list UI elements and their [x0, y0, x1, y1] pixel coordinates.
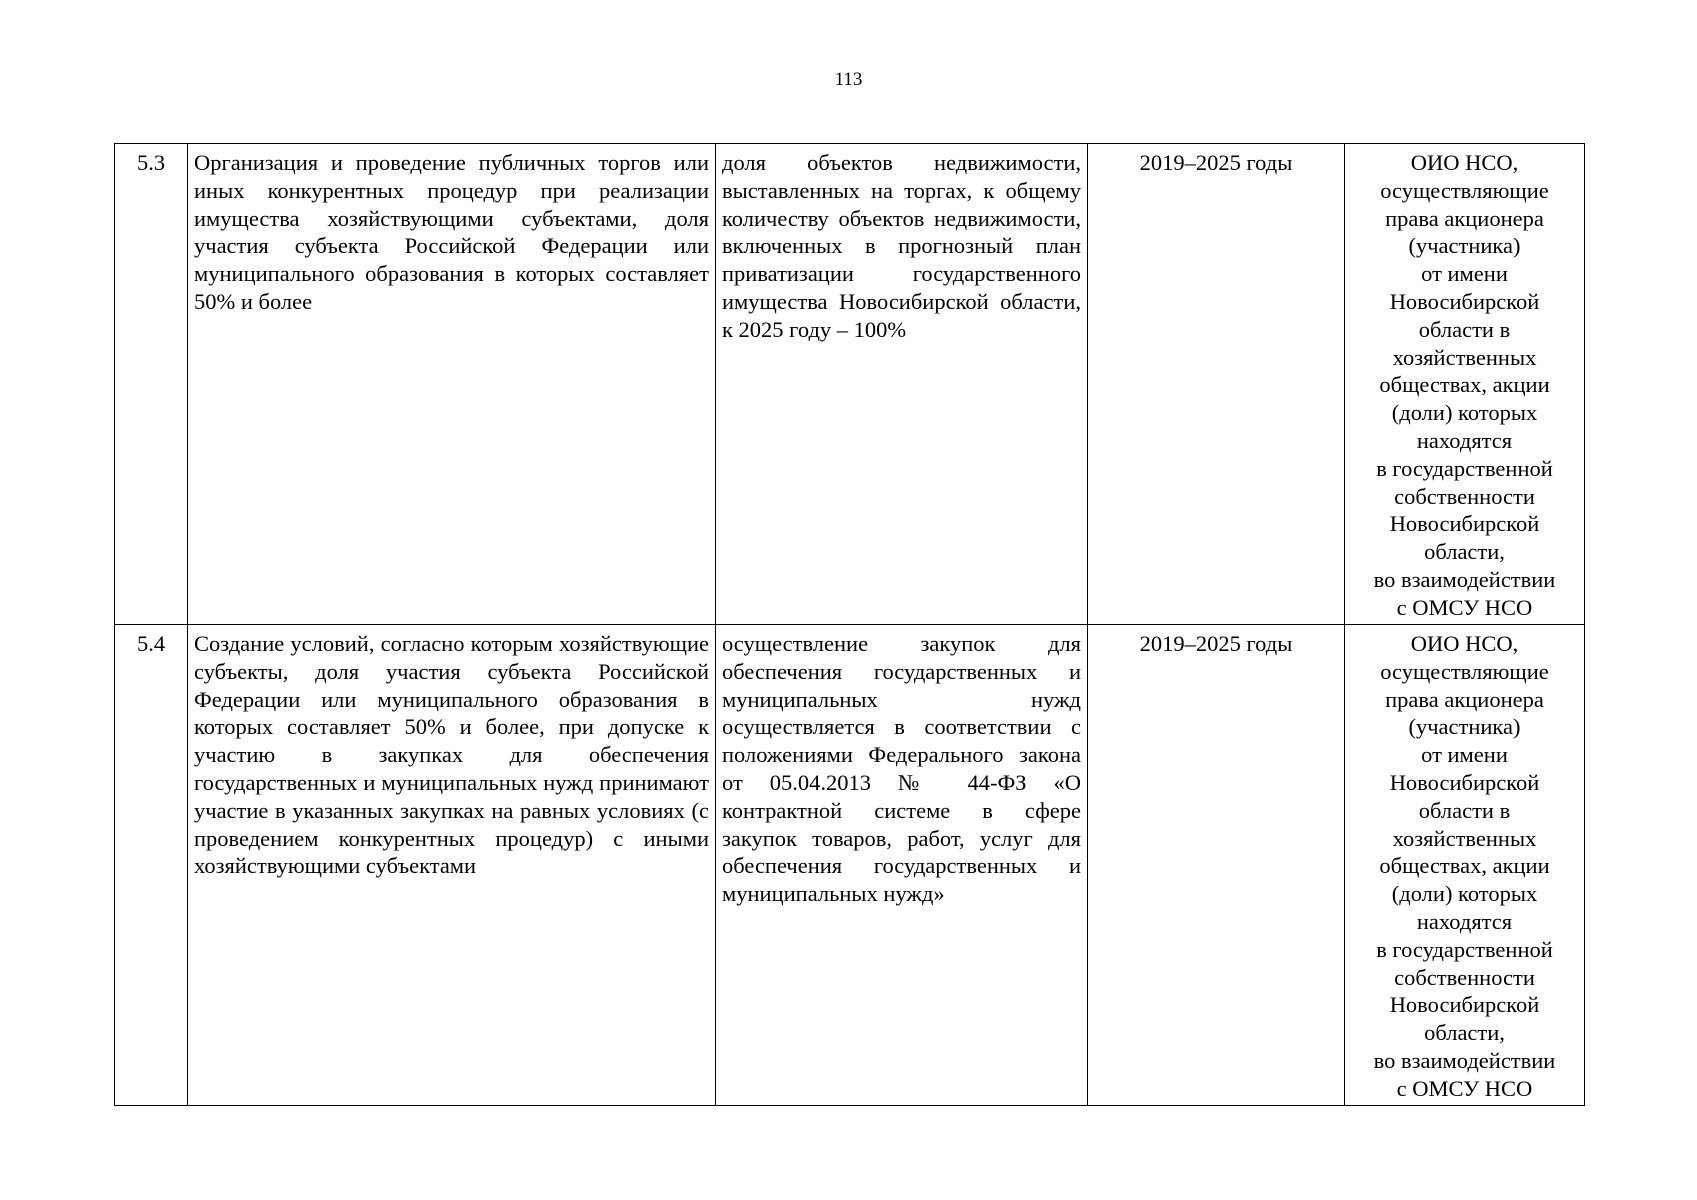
row-number: 5.4 [115, 625, 188, 1106]
executor-line: (участника) [1408, 233, 1521, 259]
executor-line: области в [1418, 797, 1511, 823]
indicator-description: доля объектов недвижимости, выставленных на торгах, к общему количеству объектов недвижимости, включенных в прогнозный план приватизации государственного имущества Новосибирской области, к 2025 году – 100% [716, 144, 1088, 625]
executor-line: права акционера [1385, 686, 1544, 712]
executor-line: осуществляющие [1380, 177, 1549, 203]
executor-line: от имени [1421, 261, 1508, 287]
executor-line: области в [1418, 316, 1511, 342]
executor-line: обществах, акции [1379, 372, 1550, 398]
executor-line: собственности [1394, 483, 1535, 509]
executor-line: Новосибирской [1389, 511, 1540, 537]
executor-line: находятся [1416, 908, 1513, 934]
row-number: 5.3 [115, 144, 188, 625]
executor-line: хозяйственных [1392, 344, 1537, 370]
executor-line: хозяйственных [1392, 825, 1537, 851]
executor-line: находятся [1416, 427, 1513, 453]
executor-line: ОИО НСО, [1410, 150, 1519, 175]
executor-line: от имени [1421, 742, 1508, 768]
executor-line: права акционера [1385, 205, 1544, 231]
executor-line: (доли) которых [1391, 400, 1538, 426]
page-number: 113 [834, 69, 863, 90]
executor-line: осуществляющие [1380, 658, 1549, 684]
executor-line: во взаимодействии [1373, 566, 1556, 592]
executor-line: Новосибирской [1389, 769, 1540, 795]
measures-table [114, 143, 1585, 1106]
implementation-term: 2019–2025 годы [1088, 625, 1345, 1106]
executor-line: с ОМСУ НСО [1396, 1075, 1533, 1101]
responsible-executors [1345, 144, 1585, 625]
executor-line: (доли) которых [1391, 881, 1538, 907]
executor-line: во взаимодействии [1373, 1047, 1556, 1073]
executor-line: собственности [1394, 964, 1535, 990]
executor-line: (участника) [1408, 714, 1521, 740]
event-description: Организация и проведение публичных торгов или иных конкурентных процедур при реализации имущества хозяйствующими субъектами, доля участия субъекта Российской Федерации или муниципального образования в которых составляет 50% и более [188, 144, 716, 625]
executor-line: в государственной [1376, 455, 1553, 481]
event-description: Создание условий, согласно которым хозяйствующие субъекты, доля участия субъекта Российской Федерации или муниципального образования в которых составляет 50% и более, при допуске к участию в закупках для обеспечения государственных и муниципальных нужд принимают участие в указанных закупках на равных условиях (с проведением конкурентных процедур) с иными хозяйствующими субъектами [188, 625, 716, 1106]
executor-line: Новосибирской [1389, 992, 1540, 1018]
indicator-description: осуществление закупок для обеспечения государственных и муниципальных нужд осуществляется в соответствии с положениями Федерального закона от 05.04.2013 № 44-ФЗ «О контрактной системе в сфере закупок товаров, работ, услуг для обеспечения государственных и муниципальных нужд» [716, 625, 1088, 1106]
executor-line: в государственной [1376, 936, 1553, 962]
executor-line: области, [1424, 1020, 1505, 1046]
executor-line: ОИО НСО, [1410, 631, 1519, 656]
table-row [115, 144, 1585, 625]
responsible-executors [1345, 625, 1585, 1106]
executor-line: с ОМСУ НСО [1396, 594, 1533, 620]
implementation-term: 2019–2025 годы [1088, 144, 1345, 625]
executor-line: Новосибирской [1389, 288, 1540, 314]
executor-line: области, [1424, 539, 1505, 565]
table-row [115, 625, 1585, 1106]
executor-line: обществах, акции [1379, 853, 1550, 879]
